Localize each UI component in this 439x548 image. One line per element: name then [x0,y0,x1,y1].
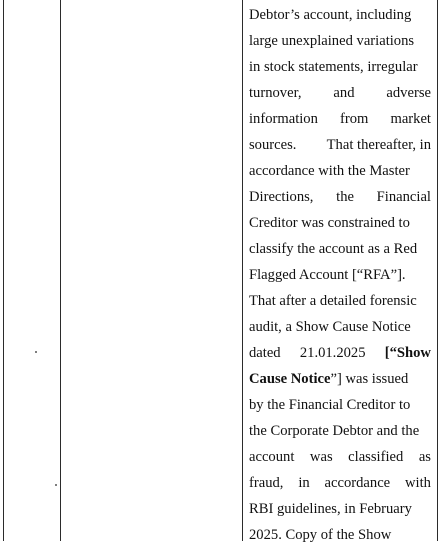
text-line: Flagged Account [“RFA”]. [249,267,406,283]
scan-speck [55,484,57,486]
text-line: RBI guidelines, in February [249,501,412,517]
text-line: dated 21.01.2025 [“Show [249,345,431,361]
text-line: Debtor’s account, including [249,7,412,23]
text-line: fraud, in accordance with [249,475,431,491]
table-border-right [437,0,438,541]
text-line: turnover, and adverse [249,85,431,101]
text-line: 2025. Copy of the Show [249,527,392,543]
text-line: in stock statements, irregular [249,59,418,75]
text-line: classify the account as a Red [249,241,418,257]
text-line: by the Financial Creditor to [249,397,411,413]
table-column-divider-1 [60,0,61,541]
text-line: large unexplained variations [249,33,415,49]
text-line: accordance with the Master [249,163,410,179]
table-border-left [3,0,4,541]
text-line [249,366,431,392]
text-line: sources. That thereafter, in [249,137,431,153]
text-line: audit, a Show Cause Notice [249,319,411,335]
text-line: Directions, the Financial [249,189,431,205]
text-line: account was classified as [249,449,431,465]
text-span: Cause Notice”] was issued [249,371,409,387]
text-line: Creditor was constrained to [249,215,410,231]
text-line: information from market [249,111,431,127]
text-line: the Corporate Debtor and the [249,423,420,439]
table-column-divider-2 [242,0,243,541]
scan-speck [35,351,37,353]
text-line: That after a detailed forensic [249,293,417,309]
